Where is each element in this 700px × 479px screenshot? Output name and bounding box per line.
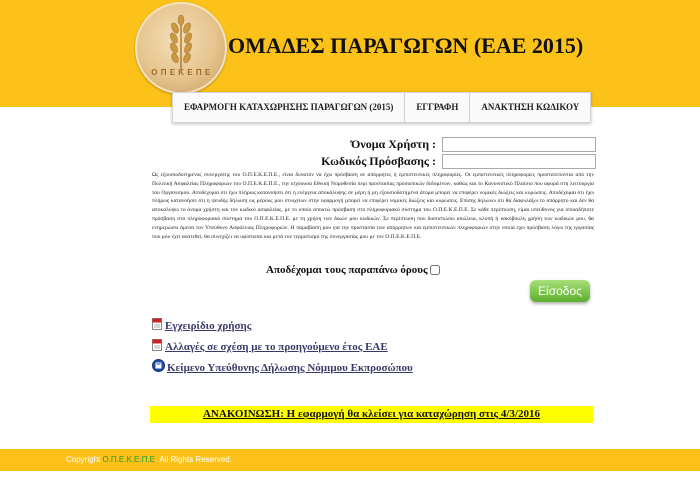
announcement-banner (150, 406, 593, 423)
link-declaration (152, 359, 413, 376)
link-changes (152, 339, 388, 355)
tab-application[interactable]: ΕΦΑΡΜΟΓΗ ΚΑΤΑΧΩΡΗΣΗΣ ΠΑΡΑΓΩΓΩΝ (2015) (173, 93, 405, 122)
page-title: ΟΜΑΔΕΣ ΠΑΡΑΓΩΓΩΝ (ΕΑΕ 2015) (228, 33, 584, 58)
login-button[interactable]: Είσοδος (530, 280, 590, 302)
changes-link[interactable]: Αλλαγές σε σχέση με το προηγούμενο έτος ΕΑΕ (165, 341, 388, 353)
copyright-text (66, 455, 232, 464)
user-manual-link[interactable]: Εγχειρίδιο χρήσης (165, 320, 252, 332)
username-row (262, 137, 596, 152)
tab-register[interactable]: ΕΓΓΡΑΦΗ (405, 93, 470, 122)
accept-terms-label: Αποδέχομαι τους παραπάνω όρους (266, 264, 428, 276)
copyright-brand: Ο.Π.Ε.Κ.Ε.Π.Ε (102, 455, 155, 464)
username-input[interactable] (442, 137, 596, 152)
declaration-link[interactable]: Κείμενο Υπεύθυνης Δήλωσης Νόμιμου Εκπροσώπου (167, 361, 413, 374)
username-label: Όνομα Χρήστη : (351, 137, 436, 151)
tab-recover-password[interactable]: ΑΝΑΚΤΗΣΗ ΚΩΔΙΚΟΥ (481, 102, 580, 112)
pdf-icon (152, 318, 162, 330)
copyright-prefix: Copyright (66, 455, 101, 464)
accept-terms-checkbox[interactable] (430, 265, 440, 275)
password-row (262, 154, 596, 169)
accept-terms-row (266, 264, 440, 276)
password-label: Κωδικός Πρόσβασης : (321, 154, 436, 168)
footer-bar (0, 449, 700, 471)
opekepe-logo (135, 2, 227, 94)
link-manual (152, 318, 251, 334)
password-input[interactable] (442, 154, 596, 169)
word-document-icon (152, 359, 165, 372)
nav-tabs (172, 92, 591, 123)
terms-text: Ως εξουσιοδοτημένος συνεργάτης του Ο.Π.Ε.Κ.Ε.Π.Ε., είναι δυνατόν να έχω πρόσβαση σε απόρρητες ή εμπιστευτικές πληροφορίες. Οι εμπιστευτικές πληροφορίες προστατεύονται από την Πολιτική Ασφαλείας Πληροφοριών του Ο.Π.Ε.Κ.Ε.Π.Ε., την ισχύουσα Εθνική Νομοθεσία περί προστασίας προσωπικών δεδομένων, καθώς και το Κανονιστικό Πλαίσιο που αφορά στη λειτουργία του Οργανισμού. Αποδέχομαι ότι έχω πλήρως κατανοήσει ότι η ενέργεια αποκάλυψης σε μέρη ή μη εξουσιοδοτημένα άτομα μπορεί να επιφέρει νομικές διώξεις και κυρώσεις. Αποδέχομαι ότι έχω πλήρως κατανοήσει ότι η ψευδής δήλωση ως μέρους μου στοιχείων στην εφαρμογή μπορεί να επιφέρει νομικές διώξεις και κυρώσεις. Επίσης δηλώνω ότι θα διαφυλάξω το απόρρητο και δεν θα αποκαλύψω το όνομα χρήστη και τον κωδικό ασφαλείας, με το οποίο αποκτώ πρόσβαση στο πληροφοριακό σύστημα του Ο.Π.Ε.Κ.Ε.Π.Ε. Σε κάθε περίπτωση, είμαι υπεύθυνος για οποιαδήποτε πρόσβαση στο πληροφοριακό σύστημα του Ο.Π.Ε.Κ.Ε.Π.Ε. με τη χρήση των δικών μου κωδικών. Σε περίπτωση που διαπιστώσω απώλεια, κλοπή ή κακόβουλη χρήση των κωδικών μου, θα ενημερώσω άμεσα τον Υπεύθυνο Ασφάλειας Πληροφοριών. Η παραβίαση μου για την προστασία των απόρρητων και εμπιστευτικών πληροφοριών στην οποία έχω πρόσβαση λόγω της εργασίας που μου έχει ανατεθεί, θα συνεχίζει να υφίσταται και μετά τον τερματισμό της συνεργασίας μου με τον Ο.Π.Ε.Κ.Ε.Π.Ε. (152, 172, 594, 240)
pdf-icon (152, 339, 162, 351)
logo-text: Ο Π Ε Κ Ε Π Ε (151, 68, 211, 77)
announcement-text: ΑΝΑΚΟΙΝΩΣΗ: Η εφαρμογή θα κλείσει για καταχώρηση στις 4/3/2016 (202, 408, 540, 420)
copyright-suffix: . All Rights Reserved. (154, 455, 232, 464)
